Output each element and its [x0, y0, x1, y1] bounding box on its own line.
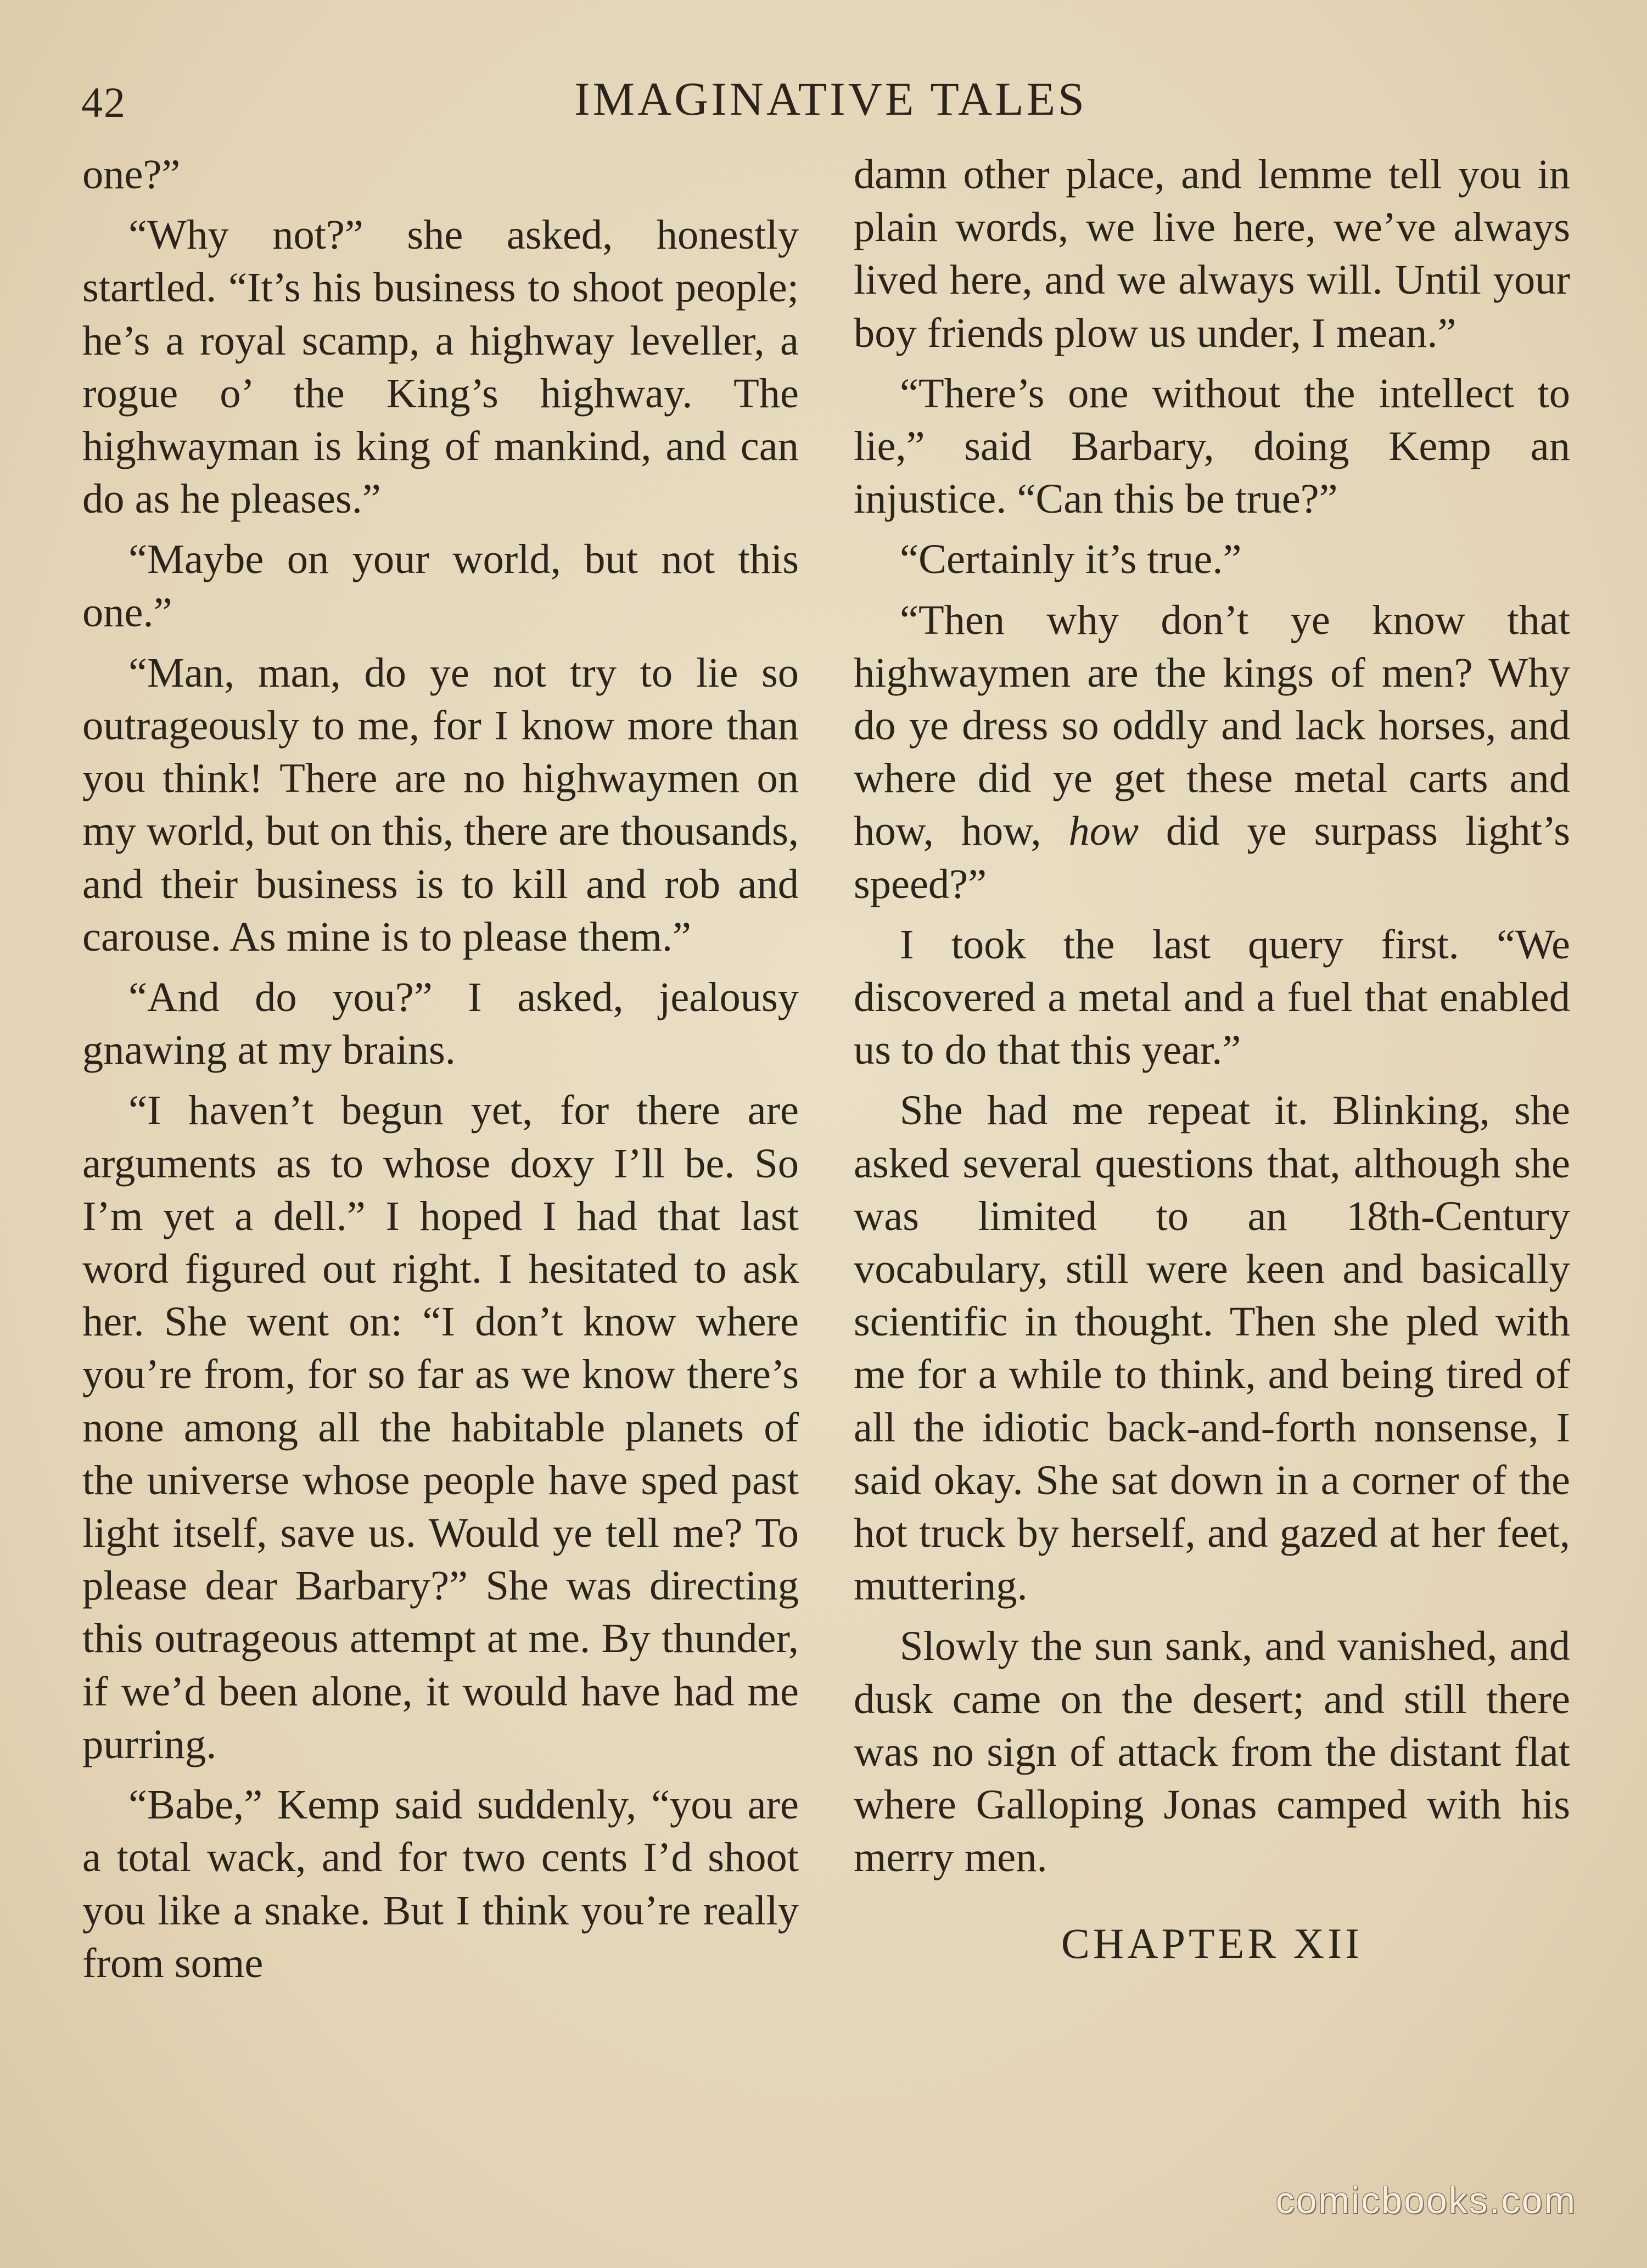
paragraph: “I haven’t begun yet, for there are arguments as to whose doxy I’ll be. So I’m yet a dell.” I hoped I had that last word figured out right. I hesitated to ask her. She went on: “I don’t know where you’re from, for so far as we know there’s none among all the habitable planets of the universe whose people have sped past light itself, save us. Would ye tell me? To please dear Barbary?” She was directing this outrageous attempt at me. By thunder, if we’d been alone, it would have had me purring. — [82, 1087, 799, 1767]
paragraph: one?” — [82, 151, 181, 198]
paragraph-with-emphasis — [854, 594, 1570, 911]
paragraph: “Why not?” she asked, honestly startled. “It’s his business to shoot people; he’s a royal scamp, a highway leveller, a rogue o’ the King’s highway. The highwayman is king of mankind, and can do as he pleases.” — [82, 211, 799, 523]
paragraph-text: did ye surpass light’s speed?” — [854, 807, 1570, 907]
paragraph: “And do you?” I asked, jealousy gnawing at my brains. — [82, 974, 799, 1074]
source-watermark: comicbooks.com — [1275, 2180, 1577, 2221]
page-header — [81, 66, 1580, 132]
emphasized-word: how — [1068, 807, 1139, 855]
paragraph: “Man, man, do ye not try to lie so outrageously to me, for I know more than you think! There are no highwaymen on my world, but on this, there are thousands, and their business is to kill and rob and carouse. As mine is to please them.” — [82, 649, 799, 960]
paragraph-text: “Then why don’t ye know that highwaymen are the kings of men? Why do ye dress so oddly and lack horses, and where did ye get these metal carts and how, how, — [854, 596, 1570, 855]
paragraph: “Certainly it’s true.” — [900, 536, 1242, 583]
running-title: IMAGINATIVE TALES — [574, 72, 1088, 125]
page-number: 42 — [81, 78, 126, 126]
paragraph: “Maybe on your world, but not this one.” — [82, 536, 799, 636]
chapter-heading: CHAPTER XII — [1061, 1919, 1363, 1967]
paragraph: I took the last query first. “We discovered a metal and a fuel that enabled us to do that this year.” — [854, 920, 1570, 1074]
left-text-column — [82, 148, 799, 2201]
right-text-column — [854, 148, 1570, 2201]
paragraph: She had me repeat it. Blinking, she asked several questions that, although she was limited to an 18th-Century vocabulary, still were keen and basically scientific in thought. Then she pled with me for a while to think, and being tired of all the idiotic back-and-forth nonsense, I said okay. She sat down in a corner of the hot truck by herself, and gazed at her feet, muttering. — [854, 1087, 1570, 1609]
paragraph: damn other place, and lemme tell you in plain words, we live here, we’ve always lived here, and we always will. Until your boy friends plow us under, I mean.” — [854, 151, 1570, 356]
paragraph: “Babe,” Kemp said suddenly, “you are a total wack, and for two cents I’d shoot you like a snake. But I think you’re really from some — [82, 1781, 799, 1986]
paragraph: “There’s one without the intellect to lie,” said Barbary, doing Kemp an injustice. “Can this be true?” — [854, 369, 1570, 523]
paragraph: Slowly the sun sank, and vanished, and dusk came on the desert; and still there was no sign of attack from the distant flat where Galloping Jonas camped with his merry men. — [854, 1623, 1570, 1881]
